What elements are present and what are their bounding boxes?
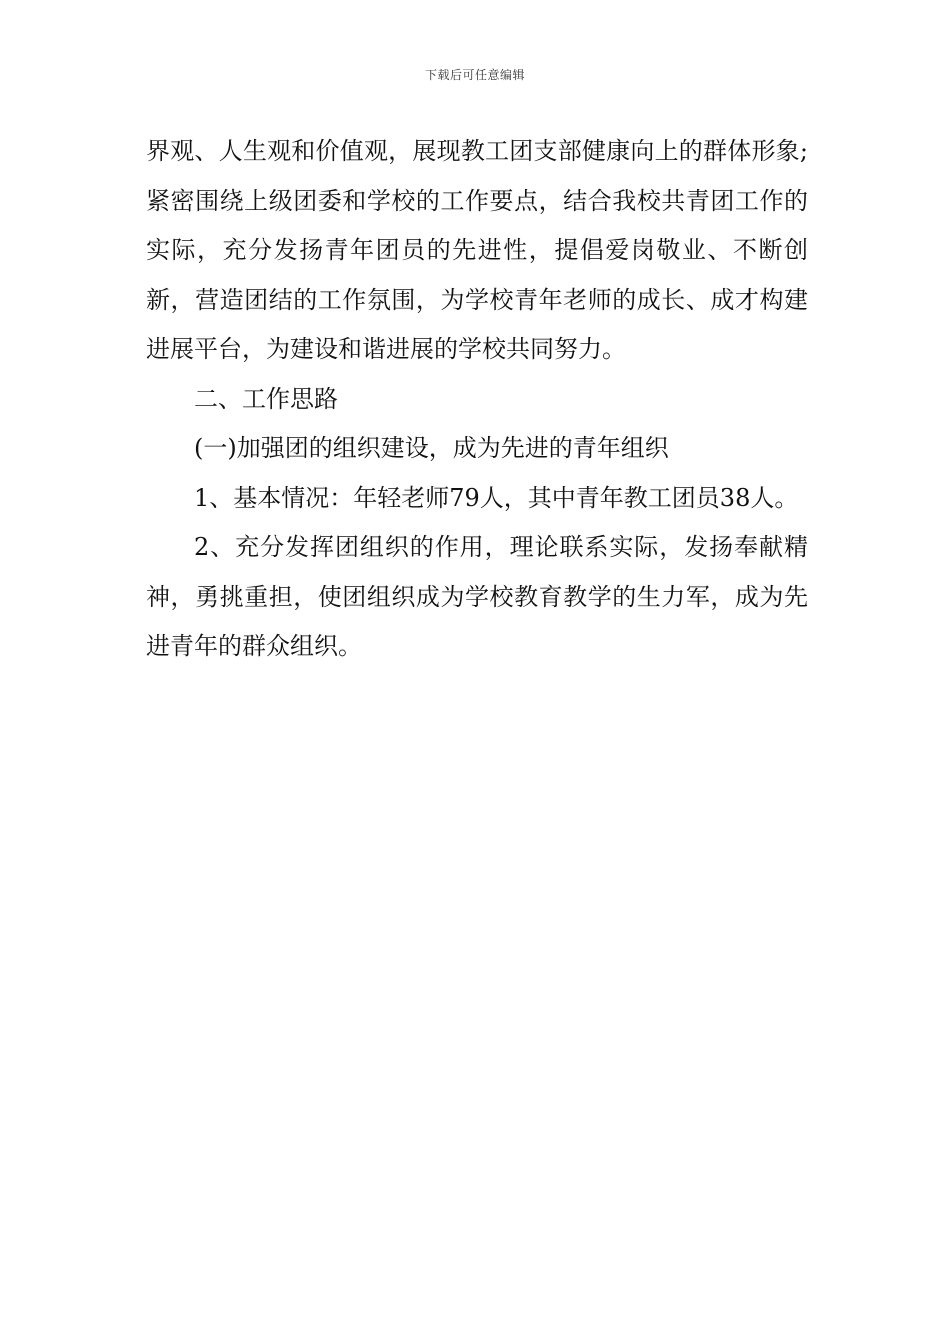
document-body <box>146 127 808 672</box>
paragraph-basic-situation: 1、基本情况：年轻老师79人，其中青年教工团员38人。 <box>194 483 799 512</box>
subsection-heading-organization: (一)加强团的组织建设，成为先进的青年组织 <box>194 434 669 462</box>
page-header-note: 下载后可任意编辑 <box>424 68 525 82</box>
paragraph-continuation: 界观、人生观和价值观，展现教工团支部健康向上的群体形象;紧密围绕上级团委和学校的工作要点，结合我校共青团工作的实际，充分发扬青年团员的先进性，提倡爱岗敬业、不断创新，营造团结的工作氛围，为学校青年老师的成长、成才构建进展平台，为建设和谐进展的学校共同努力。 <box>146 137 808 363</box>
section-heading-work-ideas: 二、工作思路 <box>194 384 338 413</box>
paragraph-role-of-organization: 2、充分发挥团组织的作用，理论联系实际，发扬奉献精神，勇挑重担，使团组织成为学校教育教学的生力军，成为先进青年的群众组织。 <box>146 533 808 660</box>
